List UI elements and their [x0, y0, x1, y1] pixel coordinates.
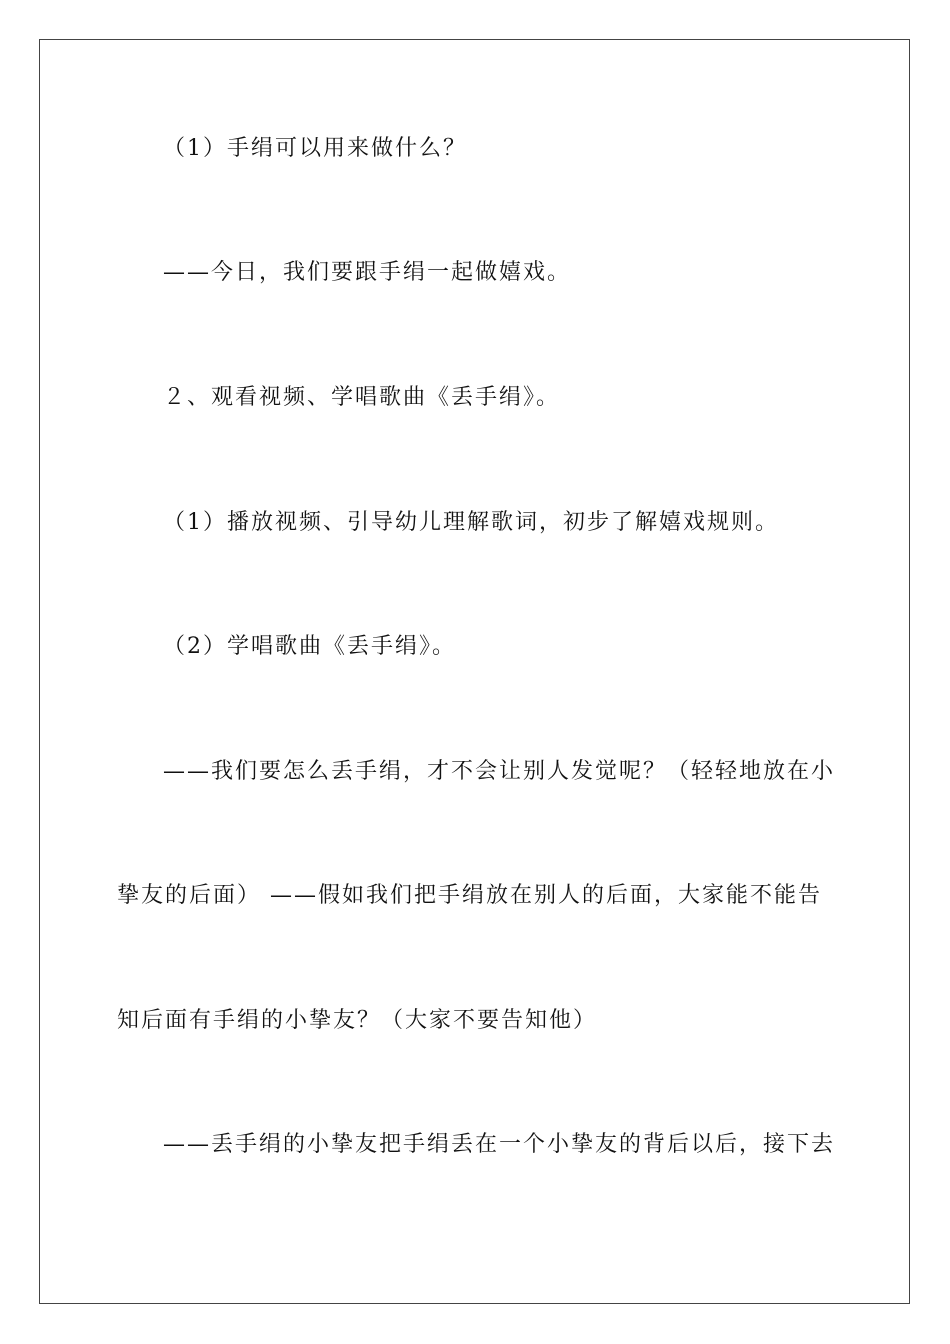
paragraph-line: 知后面有手绢的小挚友？（大家不要告知他）	[117, 1008, 598, 1033]
paragraph-line: ——丢手绢的小挚友把手绢丢在一个小挚友的背后以后，接下去	[163, 1132, 836, 1157]
intro-play-game-line: ——今日，我们要跟手绢一起做嬉戏。	[163, 260, 572, 285]
paragraph-line: 挚友的后面） ——假如我们把手绢放在别人的后面，大家能不能告	[117, 883, 822, 908]
paragraph-line: ——我们要怎么丢手绢，才不会让别人发觉呢？（轻轻地放在小	[163, 759, 836, 784]
step-2-item-2: （2）学唱歌曲《丢手绢》。	[163, 634, 456, 659]
step-2-heading: ２、观看视频、学唱歌曲《丢手绢》。	[163, 385, 561, 410]
question-what-handkerchief-for: （1）手绢可以用来做什么？	[163, 136, 467, 161]
page-frame	[39, 39, 910, 1304]
step-2-item-1: （1）播放视频、引导幼儿理解歌词，初步了解嬉戏规则。	[163, 510, 779, 535]
